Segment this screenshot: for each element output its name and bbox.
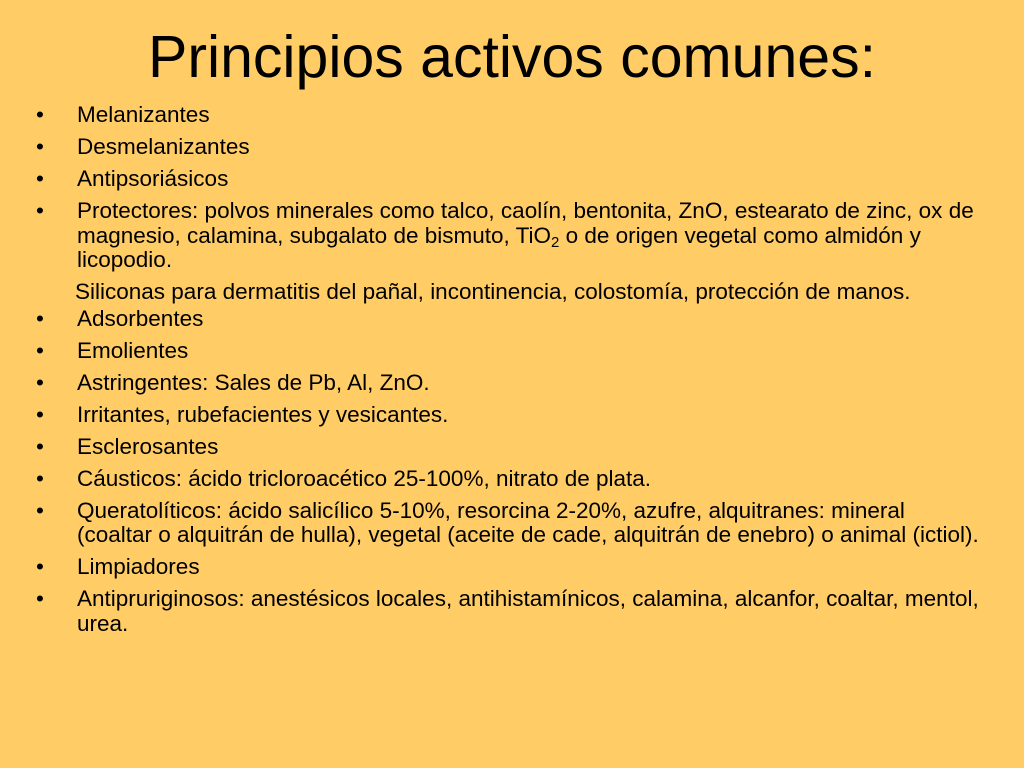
- list-item-emolientes: [36, 339, 986, 364]
- list-item-text: Irritantes, rubefacientes y vesicantes.: [77, 401, 449, 427]
- protectores-text-end: o de origen vegetal como almidón y licopodio.: [77, 222, 921, 272]
- bullet-icon: •: [36, 465, 44, 491]
- list-item-text: Esclerosantes: [77, 433, 219, 459]
- bullet-icon: •: [36, 369, 44, 395]
- list-item-text: Cáusticos: ácido tricloroacético 25-100%, nitrato de plata.: [77, 465, 652, 491]
- list-item-irritantes: [36, 403, 986, 428]
- list-item-causticos: [36, 467, 986, 492]
- bullet-icon: •: [36, 401, 44, 427]
- bullet-icon: •: [36, 433, 44, 459]
- bullet-icon: •: [36, 305, 44, 331]
- bullet-icon: •: [36, 198, 44, 223]
- bullet-icon: •: [36, 586, 44, 611]
- list-item-text: Antipruriginosos: anestésicos locales, antihistamínicos, calamina, alcanfor, coaltar, mentol, urea.: [77, 586, 979, 636]
- list-item-text: Desmelanizantes: [77, 134, 250, 159]
- siliconas-note: Siliconas para dermatitis del pañal, incontinencia, colostomía, protección de manos.: [75, 279, 911, 304]
- bullet-icon: •: [36, 102, 44, 127]
- list-item-text: Emolientes: [77, 337, 189, 363]
- list-item-esclerosantes: [36, 435, 986, 460]
- bullet-icon: •: [36, 337, 44, 363]
- list-item-melanizantes: [36, 103, 986, 128]
- list-item-text: Melanizantes: [77, 102, 210, 127]
- list-item-protectores: [36, 199, 986, 273]
- bullet-icon: •: [36, 166, 44, 191]
- slide-title: Principios activos comunes:: [148, 24, 876, 90]
- list-item-limpiadores: [36, 555, 986, 580]
- bullet-icon: •: [36, 497, 44, 523]
- list-item-antipruriginosos: [36, 587, 986, 636]
- subscript-two: 2: [551, 233, 560, 251]
- bullet-icon: •: [36, 554, 44, 579]
- list-item-text: Limpiadores: [77, 554, 200, 579]
- list-item-desmelanizantes: [36, 135, 986, 160]
- list-item-astringentes: [36, 371, 986, 396]
- list-item-queratoliticos: [36, 499, 986, 548]
- list-item-antipsoriasicos: [36, 167, 986, 192]
- bullet-list: [36, 103, 986, 644]
- bullet-icon: •: [36, 134, 44, 159]
- list-item-text: Antipsoriásicos: [77, 166, 229, 191]
- protectores-text-start: Protectores: polvos minerales como talco, caolín, bentonita, ZnO, estearato de zinc, ox de magnesio, calamina, subgalato de bismuto, TiO: [77, 198, 974, 248]
- list-item-text: Astringentes: Sales de Pb, Al, ZnO.: [77, 369, 430, 395]
- list-item-text: [77, 198, 974, 272]
- list-item-adsorbentes: [36, 307, 986, 332]
- list-item-text: Queratolíticos: ácido salicílico 5-10%, resorcina 2-20%, azufre, alquitranes: mineral (coaltar o alquitrán de hulla), vegetal (aceite de cade, alquitrán de enebro) o animal (ictiol).: [77, 497, 979, 547]
- list-item-text: Adsorbentes: [77, 305, 204, 331]
